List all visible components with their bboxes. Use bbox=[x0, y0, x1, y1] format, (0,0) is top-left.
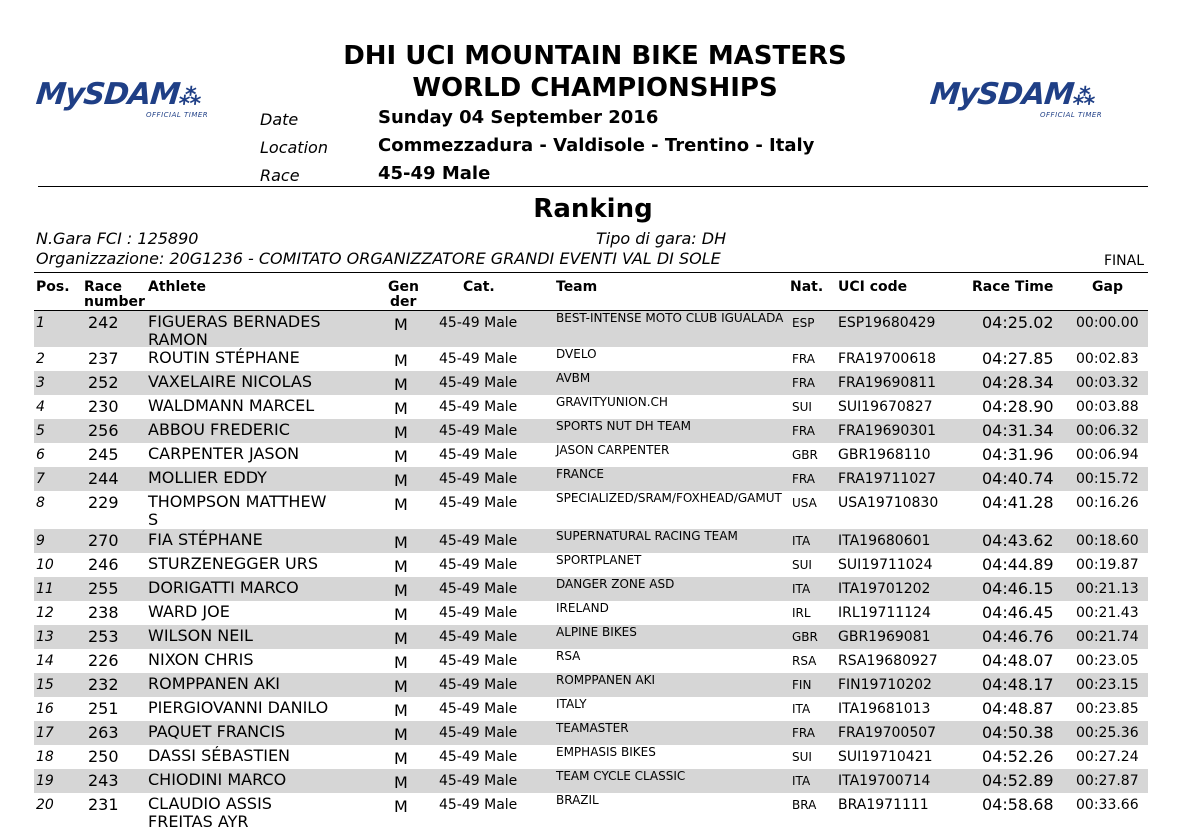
row-race-number: 238 bbox=[88, 603, 119, 622]
row-race-time: 04:31.34 bbox=[982, 421, 1054, 440]
table-row bbox=[34, 419, 1148, 443]
row-race-number: 230 bbox=[88, 397, 119, 416]
row-athlete: THOMPSON MATTHEW S bbox=[148, 492, 327, 529]
row-athlete: DASSI SÉBASTIEN bbox=[148, 746, 291, 765]
table-row bbox=[34, 443, 1148, 467]
table-row bbox=[34, 793, 1148, 833]
col-gap: Gap bbox=[1092, 279, 1123, 295]
row-athlete: FIGUERAS BERNADES RAMON bbox=[148, 312, 321, 349]
row-race-number: 263 bbox=[88, 723, 119, 742]
row-position: 11 bbox=[36, 581, 54, 597]
row-position: 18 bbox=[36, 749, 54, 765]
row-position: 5 bbox=[36, 423, 45, 439]
row-race-time: 04:28.34 bbox=[982, 373, 1054, 392]
row-category: 45-49 Male bbox=[439, 653, 518, 669]
row-uci-code: USA19710830 bbox=[838, 495, 939, 511]
row-team: GRAVITYUNION.CH bbox=[556, 395, 668, 409]
row-race-number: 253 bbox=[88, 627, 119, 646]
row-gap: 00:00.00 bbox=[1076, 315, 1139, 331]
col-race-number-1: Race bbox=[84, 279, 123, 295]
row-athlete: FIA STÉPHANE bbox=[148, 530, 263, 549]
row-uci-code: SUI19710421 bbox=[838, 749, 933, 765]
row-gap: 00:25.36 bbox=[1076, 725, 1139, 741]
row-athlete: ROMPPANEN AKI bbox=[148, 674, 281, 693]
row-race-time: 04:46.15 bbox=[982, 579, 1054, 598]
row-nationality: USA bbox=[792, 496, 817, 510]
row-athlete: MOLLIER EDDY bbox=[148, 468, 267, 487]
race-value: 45-49 Male bbox=[378, 163, 491, 184]
mysdam-logo-right bbox=[928, 77, 1150, 120]
row-race-number: 232 bbox=[88, 675, 119, 694]
row-gender: M bbox=[394, 399, 408, 418]
row-position: 6 bbox=[36, 447, 45, 463]
location-value: Commezzadura - Valdisole - Trentino - Italy bbox=[378, 135, 815, 156]
table-row bbox=[34, 347, 1148, 371]
row-uci-code: FRA19711027 bbox=[838, 471, 937, 487]
row-gender: M bbox=[394, 581, 408, 600]
row-team: SPECIALIZED/SRAM/FOXHEAD/GAMUT bbox=[556, 491, 782, 505]
status-final: FINAL bbox=[1104, 253, 1145, 269]
row-athlete: CLAUDIO ASSIS FREITAS AYR bbox=[148, 794, 272, 831]
row-gender: M bbox=[394, 423, 408, 442]
row-category: 45-49 Male bbox=[439, 749, 518, 765]
row-athlete: ABBOU FREDERIC bbox=[148, 420, 290, 439]
row-team: TEAMASTER bbox=[556, 721, 629, 735]
row-gap: 00:23.85 bbox=[1076, 701, 1139, 717]
row-athlete: WARD JOE bbox=[148, 602, 230, 621]
row-category: 45-49 Male bbox=[439, 725, 518, 741]
row-nationality: GBR bbox=[792, 630, 818, 644]
row-team: DVELO bbox=[556, 347, 597, 361]
row-nationality: FRA bbox=[792, 472, 815, 486]
row-race-time: 04:40.74 bbox=[982, 469, 1054, 488]
col-gender-2: der bbox=[390, 294, 417, 310]
row-nationality: BRA bbox=[792, 798, 817, 812]
row-team: JASON CARPENTER bbox=[556, 443, 670, 457]
row-gap: 00:33.66 bbox=[1076, 797, 1139, 813]
row-race-time: 04:25.02 bbox=[982, 313, 1054, 332]
col-team: Team bbox=[556, 279, 598, 295]
race-label: Race bbox=[260, 166, 300, 185]
row-category: 45-49 Male bbox=[439, 315, 518, 331]
row-gap: 00:18.60 bbox=[1076, 533, 1139, 549]
row-nationality: ITA bbox=[792, 774, 811, 788]
table-row bbox=[34, 721, 1148, 745]
row-athlete: WALDMANN MARCEL bbox=[148, 396, 315, 415]
row-race-number: 226 bbox=[88, 651, 119, 670]
row-race-time: 04:58.68 bbox=[982, 795, 1054, 814]
row-category: 45-49 Male bbox=[439, 797, 518, 813]
row-race-time: 04:52.26 bbox=[982, 747, 1054, 766]
row-position: 10 bbox=[36, 557, 54, 573]
row-nationality: FRA bbox=[792, 376, 815, 390]
table-row bbox=[34, 553, 1148, 577]
row-uci-code: FRA19690811 bbox=[838, 375, 937, 391]
col-race-number-2: number bbox=[84, 294, 145, 310]
col-pos: Pos. bbox=[36, 279, 70, 295]
row-team: SPORTS NUT DH TEAM bbox=[556, 419, 691, 433]
row-athlete: WILSON NEIL bbox=[148, 626, 253, 645]
row-gender: M bbox=[394, 495, 408, 514]
row-gap: 00:02.83 bbox=[1076, 351, 1139, 367]
logo-subtitle: OFFICIAL TIMER bbox=[1040, 111, 1103, 119]
row-team: SUPERNATURAL RACING TEAM bbox=[556, 529, 738, 543]
row-athlete: STURZENEGGER URS bbox=[148, 554, 318, 573]
col-gender-1: Gen bbox=[388, 279, 419, 295]
row-nationality: SUI bbox=[792, 400, 812, 414]
row-uci-code: RSA19680927 bbox=[838, 653, 938, 669]
table-row bbox=[34, 673, 1148, 697]
table-row bbox=[34, 769, 1148, 793]
col-uci-code: UCI code bbox=[838, 279, 908, 295]
row-uci-code: IRL19711124 bbox=[838, 605, 931, 621]
row-team: AVBM bbox=[556, 371, 591, 385]
row-race-time: 04:28.90 bbox=[982, 397, 1054, 416]
row-uci-code: ESP19680429 bbox=[838, 315, 936, 331]
row-gap: 00:03.88 bbox=[1076, 399, 1139, 415]
row-uci-code: ITA19680601 bbox=[838, 533, 931, 549]
table-top-divider bbox=[34, 272, 1148, 273]
row-uci-code: ITA19700714 bbox=[838, 773, 931, 789]
table-row bbox=[34, 311, 1148, 347]
row-gender: M bbox=[394, 773, 408, 792]
row-gap: 00:23.15 bbox=[1076, 677, 1139, 693]
row-uci-code: FRA19690301 bbox=[838, 423, 937, 439]
row-gender: M bbox=[394, 471, 408, 490]
row-race-time: 04:46.76 bbox=[982, 627, 1054, 646]
row-race-time: 04:48.87 bbox=[982, 699, 1054, 718]
row-gap: 00:21.43 bbox=[1076, 605, 1139, 621]
row-race-number: 231 bbox=[88, 795, 119, 814]
row-race-time: 04:48.17 bbox=[982, 675, 1054, 694]
row-position: 3 bbox=[36, 375, 45, 391]
ranking-title: Ranking bbox=[533, 194, 653, 224]
row-race-number: 251 bbox=[88, 699, 119, 718]
table-row bbox=[34, 395, 1148, 419]
table-row bbox=[34, 601, 1148, 625]
row-team: SPORTPLANET bbox=[556, 553, 642, 567]
row-gender: M bbox=[394, 797, 408, 816]
row-race-time: 04:31.96 bbox=[982, 445, 1054, 464]
row-athlete: VAXELAIRE NICOLAS bbox=[148, 372, 313, 391]
row-category: 45-49 Male bbox=[439, 557, 518, 573]
row-gender: M bbox=[394, 605, 408, 624]
col-nat: Nat. bbox=[790, 279, 824, 295]
table-row bbox=[34, 649, 1148, 673]
row-gender: M bbox=[394, 375, 408, 394]
row-race-number: 245 bbox=[88, 445, 119, 464]
row-team: EMPHASIS BIKES bbox=[556, 745, 656, 759]
row-athlete: CHIODINI MARCO bbox=[148, 770, 287, 789]
table-row bbox=[34, 745, 1148, 769]
row-nationality: FRA bbox=[792, 424, 815, 438]
row-position: 7 bbox=[36, 471, 45, 487]
row-team: ALPINE BIKES bbox=[556, 625, 637, 639]
row-gender: M bbox=[394, 677, 408, 696]
row-category: 45-49 Male bbox=[439, 605, 518, 621]
row-nationality: SUI bbox=[792, 558, 812, 572]
row-nationality: ESP bbox=[792, 316, 815, 330]
row-gender: M bbox=[394, 351, 408, 370]
row-nationality: SUI bbox=[792, 750, 812, 764]
row-position: 17 bbox=[36, 725, 54, 741]
header-divider bbox=[38, 186, 1148, 187]
row-uci-code: SUI19670827 bbox=[838, 399, 933, 415]
row-gender: M bbox=[394, 701, 408, 720]
logo-wordmark: MySDAM⁂ bbox=[928, 77, 1096, 112]
row-race-time: 04:41.28 bbox=[982, 493, 1054, 512]
race-type: Tipo di gara: DH bbox=[596, 229, 727, 248]
row-gender: M bbox=[394, 653, 408, 672]
row-race-time: 04:48.07 bbox=[982, 651, 1054, 670]
row-race-number: 252 bbox=[88, 373, 119, 392]
row-athlete: DORIGATTI MARCO bbox=[148, 578, 299, 597]
mysdam-logo-left bbox=[34, 77, 256, 120]
row-race-time: 04:46.45 bbox=[982, 603, 1054, 622]
row-race-number: 250 bbox=[88, 747, 119, 766]
row-race-number: 256 bbox=[88, 421, 119, 440]
row-athlete: CARPENTER JASON bbox=[148, 444, 300, 463]
row-gap: 00:27.87 bbox=[1076, 773, 1139, 789]
row-position: 14 bbox=[36, 653, 54, 669]
row-race-number: 244 bbox=[88, 469, 119, 488]
date-label: Date bbox=[260, 110, 299, 129]
row-position: 8 bbox=[36, 495, 45, 511]
row-gap: 00:27.24 bbox=[1076, 749, 1139, 765]
table-row bbox=[34, 491, 1148, 529]
row-position: 1 bbox=[36, 315, 45, 331]
row-position: 2 bbox=[36, 351, 45, 367]
row-category: 45-49 Male bbox=[439, 447, 518, 463]
row-nationality: FIN bbox=[792, 678, 812, 692]
row-category: 45-49 Male bbox=[439, 701, 518, 717]
gara-number: N.Gara FCI : 125890 bbox=[36, 229, 199, 248]
row-race-time: 04:43.62 bbox=[982, 531, 1054, 550]
title-line-2: WORLD CHAMPIONSHIPS bbox=[412, 73, 778, 103]
row-uci-code: ITA19701202 bbox=[838, 581, 931, 597]
row-category: 45-49 Male bbox=[439, 375, 518, 391]
title-line-1: DHI UCI MOUNTAIN BIKE MASTERS bbox=[343, 41, 847, 71]
row-category: 45-49 Male bbox=[439, 533, 518, 549]
row-nationality: FRA bbox=[792, 352, 815, 366]
row-athlete: ROUTIN STÉPHANE bbox=[148, 348, 300, 367]
row-gender: M bbox=[394, 557, 408, 576]
table-row bbox=[34, 371, 1148, 395]
row-uci-code: SUI19711024 bbox=[838, 557, 933, 573]
col-cat: Cat. bbox=[463, 279, 495, 295]
row-category: 45-49 Male bbox=[439, 351, 518, 367]
table-row bbox=[34, 467, 1148, 491]
row-gap: 00:06.32 bbox=[1076, 423, 1139, 439]
row-race-time: 04:50.38 bbox=[982, 723, 1054, 742]
row-team: FRANCE bbox=[556, 467, 604, 481]
row-nationality: RSA bbox=[792, 654, 817, 668]
row-position: 9 bbox=[36, 533, 45, 549]
table-row bbox=[34, 697, 1148, 721]
row-uci-code: FRA19700507 bbox=[838, 725, 937, 741]
row-uci-code: FRA19700618 bbox=[838, 351, 937, 367]
row-uci-code: BRA1971111 bbox=[838, 797, 929, 813]
row-category: 45-49 Male bbox=[439, 471, 518, 487]
col-race-time: Race Time bbox=[972, 279, 1054, 295]
row-nationality: GBR bbox=[792, 448, 818, 462]
row-nationality: FRA bbox=[792, 726, 815, 740]
table-row bbox=[34, 577, 1148, 601]
row-team: RSA bbox=[556, 649, 581, 663]
row-athlete: PIERGIOVANNI DANILO bbox=[148, 698, 329, 717]
row-position: 19 bbox=[36, 773, 54, 789]
row-nationality: ITA bbox=[792, 582, 811, 596]
table-row bbox=[34, 625, 1148, 649]
row-gap: 00:19.87 bbox=[1076, 557, 1139, 573]
row-uci-code: GBR1969081 bbox=[838, 629, 931, 645]
organization: Organizzazione: 20G1236 - COMITATO ORGANIZZATORE GRANDI EVENTI VAL DI SOLE bbox=[36, 249, 721, 268]
row-race-number: 270 bbox=[88, 531, 119, 550]
col-athlete: Athlete bbox=[148, 279, 206, 295]
row-nationality: IRL bbox=[792, 606, 811, 620]
row-race-number: 243 bbox=[88, 771, 119, 790]
row-gender: M bbox=[394, 749, 408, 768]
row-gap: 00:06.94 bbox=[1076, 447, 1139, 463]
row-athlete: PAQUET FRANCIS bbox=[148, 722, 286, 741]
row-category: 45-49 Male bbox=[439, 677, 518, 693]
row-position: 13 bbox=[36, 629, 54, 645]
row-team: DANGER ZONE ASD bbox=[556, 577, 675, 591]
row-gender: M bbox=[394, 533, 408, 552]
row-position: 16 bbox=[36, 701, 54, 717]
row-position: 4 bbox=[36, 399, 45, 415]
row-position: 20 bbox=[36, 797, 54, 813]
row-category: 45-49 Male bbox=[439, 399, 518, 415]
row-position: 12 bbox=[36, 605, 54, 621]
row-race-number: 229 bbox=[88, 493, 119, 512]
row-team: ROMPPANEN AKI bbox=[556, 673, 656, 687]
logo-wordmark: MySDAM⁂ bbox=[34, 77, 202, 112]
row-category: 45-49 Male bbox=[439, 773, 518, 789]
row-team: TEAM CYCLE CLASSIC bbox=[556, 769, 686, 783]
row-nationality: ITA bbox=[792, 702, 811, 716]
row-team: ITALY bbox=[556, 697, 587, 711]
row-nationality: ITA bbox=[792, 534, 811, 548]
row-race-number: 246 bbox=[88, 555, 119, 574]
logo-subtitle: OFFICIAL TIMER bbox=[146, 111, 209, 119]
row-race-number: 237 bbox=[88, 349, 119, 368]
row-position: 15 bbox=[36, 677, 54, 693]
row-athlete: NIXON CHRIS bbox=[148, 650, 254, 669]
date-value: Sunday 04 September 2016 bbox=[378, 107, 659, 128]
row-category: 45-49 Male bbox=[439, 629, 518, 645]
row-category: 45-49 Male bbox=[439, 581, 518, 597]
row-gap: 00:16.26 bbox=[1076, 495, 1139, 511]
row-gap: 00:15.72 bbox=[1076, 471, 1139, 487]
row-gender: M bbox=[394, 447, 408, 466]
row-gender: M bbox=[394, 725, 408, 744]
row-race-time: 04:27.85 bbox=[982, 349, 1054, 368]
row-team: BEST-INTENSE MOTO CLUB IGUALADA bbox=[556, 311, 784, 325]
row-gender: M bbox=[394, 629, 408, 648]
row-category: 45-49 Male bbox=[439, 423, 518, 439]
row-category: 45-49 Male bbox=[439, 495, 518, 511]
row-race-time: 04:52.89 bbox=[982, 771, 1054, 790]
row-uci-code: GBR1968110 bbox=[838, 447, 931, 463]
row-team: BRAZIL bbox=[556, 793, 599, 807]
row-gap: 00:03.32 bbox=[1076, 375, 1139, 391]
row-uci-code: FIN19710202 bbox=[838, 677, 932, 693]
table-row bbox=[34, 529, 1148, 553]
row-race-number: 242 bbox=[88, 313, 119, 332]
row-race-time: 04:44.89 bbox=[982, 555, 1054, 574]
row-gap: 00:21.74 bbox=[1076, 629, 1139, 645]
row-gap: 00:23.05 bbox=[1076, 653, 1139, 669]
row-uci-code: ITA19681013 bbox=[838, 701, 931, 717]
row-race-number: 255 bbox=[88, 579, 119, 598]
row-gap: 00:21.13 bbox=[1076, 581, 1139, 597]
row-gender: M bbox=[394, 315, 408, 334]
location-label: Location bbox=[260, 138, 328, 157]
row-team: IRELAND bbox=[556, 601, 609, 615]
